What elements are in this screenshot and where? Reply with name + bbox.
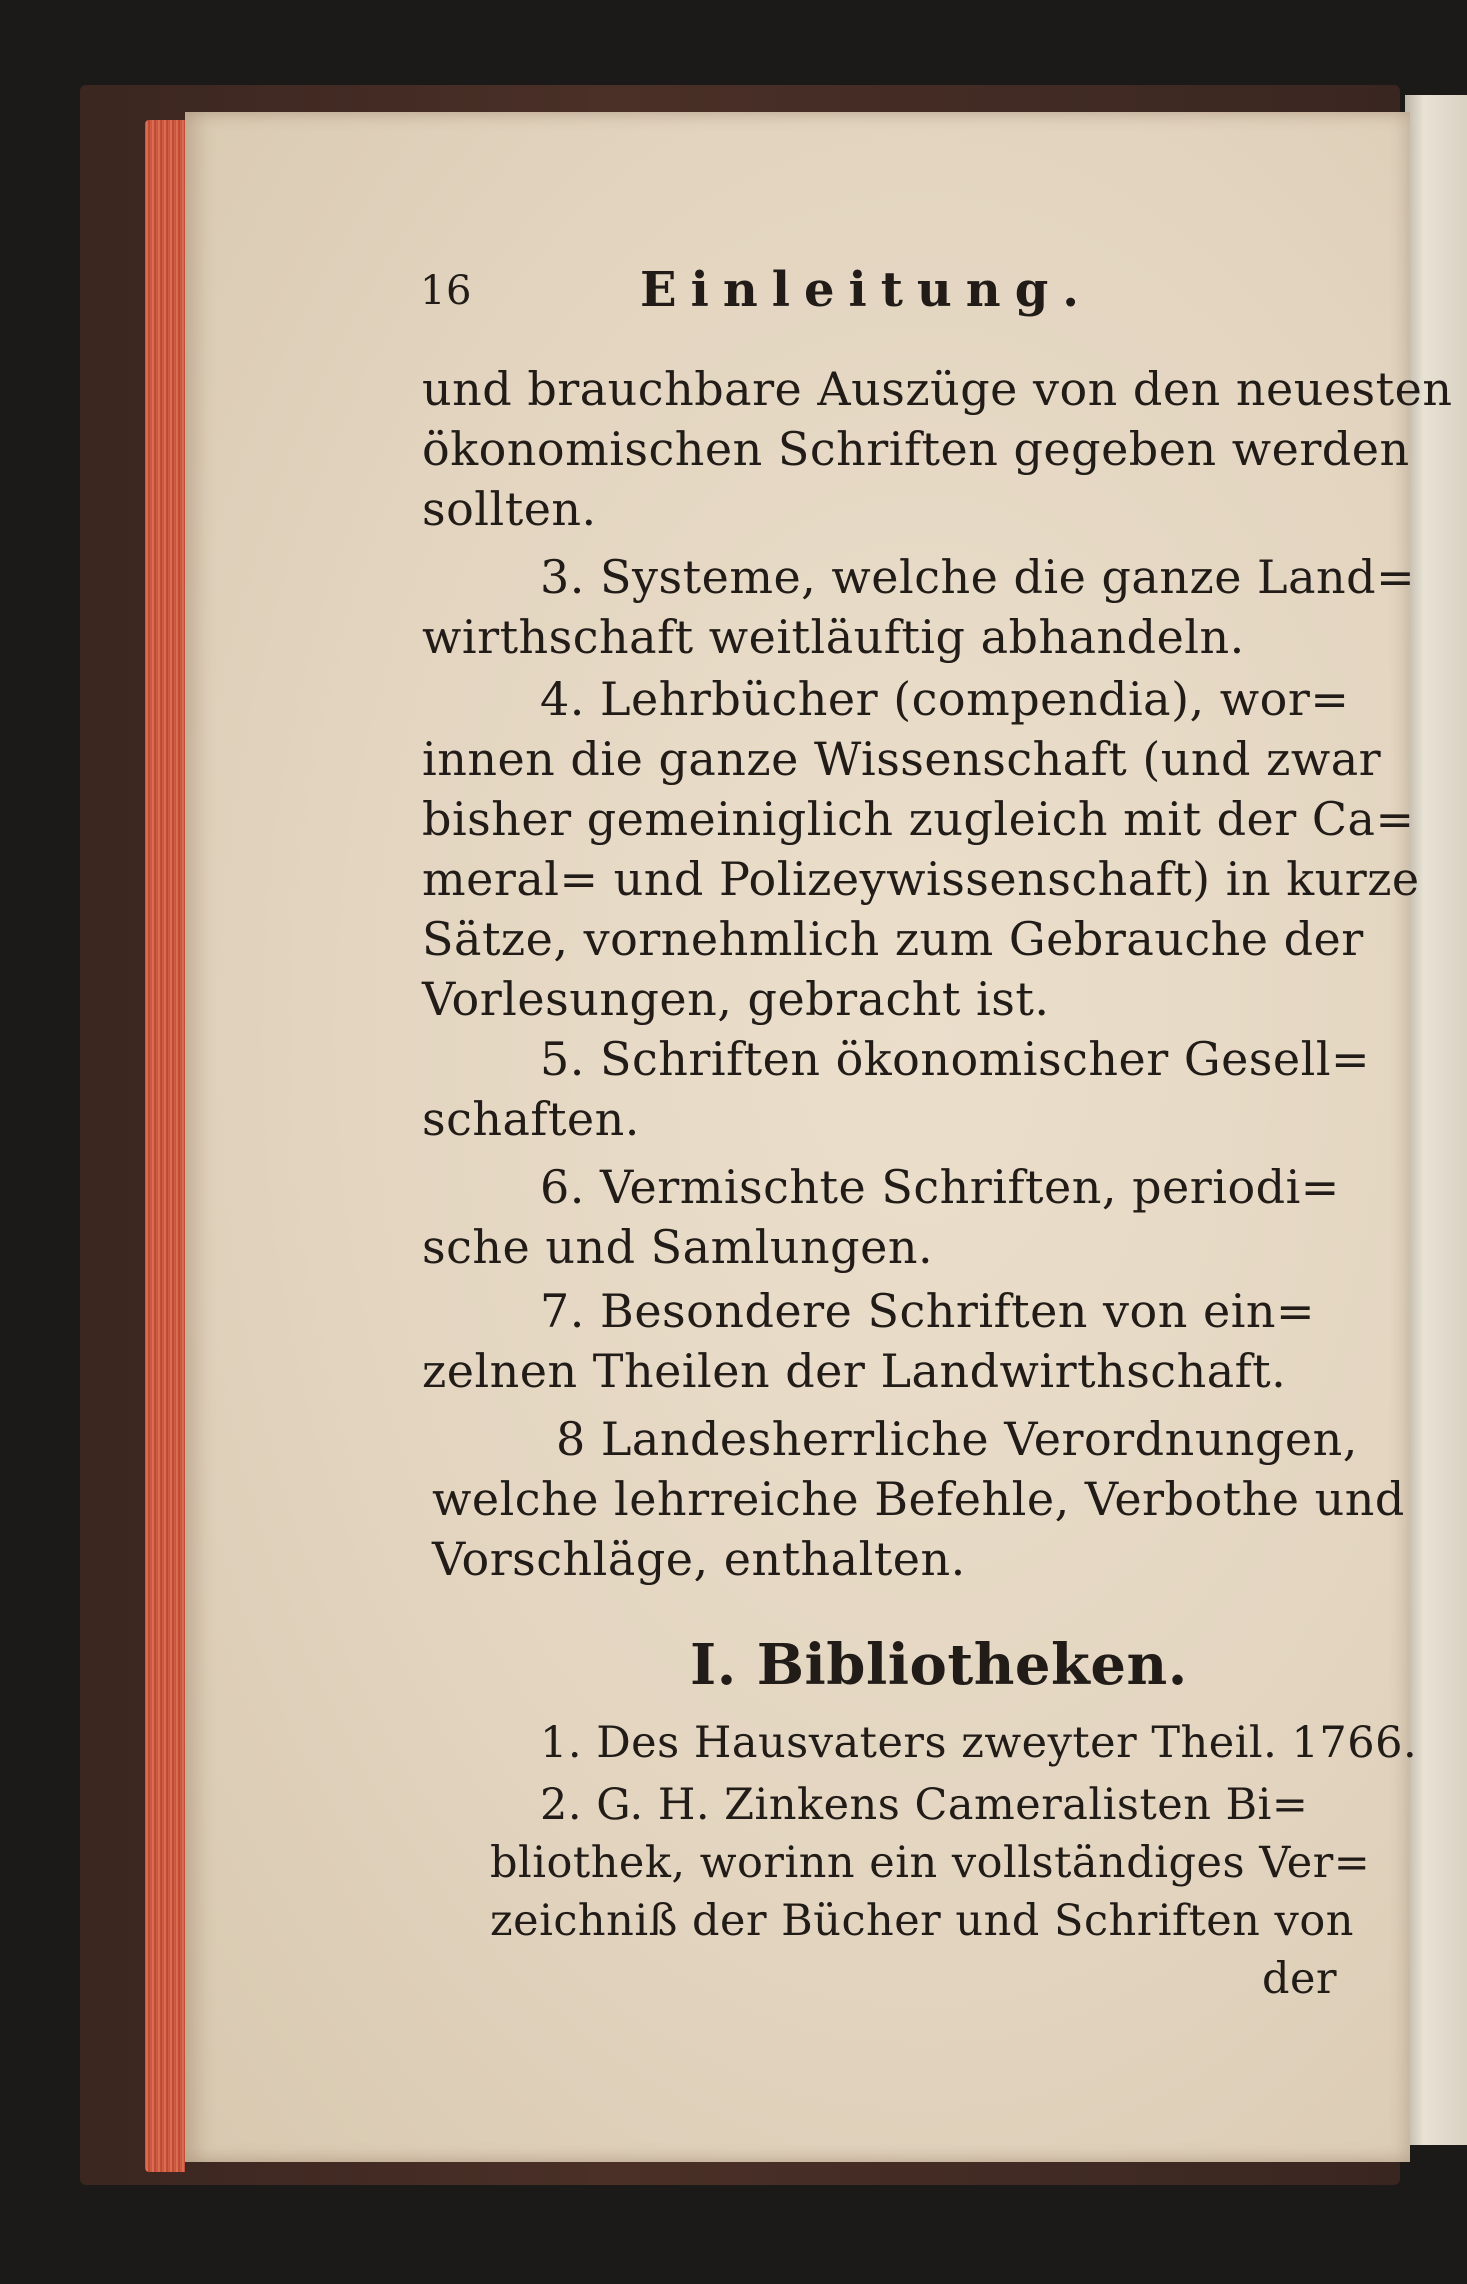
list-line: 1. Des Hausvaters zweyter Theil. 1766.: [540, 1718, 1418, 1768]
body-line: meral= und Polizeywissenschaft) in kurze: [422, 852, 1420, 906]
body-line: 7. Besondere Schriften von ein=: [540, 1284, 1316, 1338]
body-line: schaften.: [422, 1092, 640, 1146]
section-heading: I. Bibliotheken.: [690, 1632, 1188, 1698]
body-line: sche und Samlungen.: [422, 1220, 934, 1274]
body-line: ökonomischen Schriften gegeben werden: [422, 422, 1410, 476]
body-line: wirthschaft weitläuftig abhandeln.: [422, 610, 1245, 664]
body-line: Vorlesungen, gebracht ist.: [422, 972, 1050, 1026]
running-title: Einleitung.: [640, 262, 1093, 318]
body-line: und brauchbare Auszüge von den neuesten: [422, 362, 1453, 416]
body-line: 8 Landesherrliche Verordnungen,: [556, 1412, 1358, 1466]
body-line: 5. Schriften ökonomischer Gesell=: [540, 1032, 1371, 1086]
body-line: 6. Vermischte Schriften, periodi=: [540, 1160, 1340, 1214]
body-line: Sätze, vornehmlich zum Gebrauche der: [422, 912, 1364, 966]
page-edges: [145, 120, 185, 2172]
body-line: innen die ganze Wissenschaft (und zwar: [422, 732, 1382, 786]
list-line: 2. G. H. Zinkens Cameralisten Bi=: [540, 1780, 1309, 1830]
list-line: der: [1262, 1954, 1338, 2004]
body-line: 3. Systeme, welche die ganze Land=: [540, 550, 1416, 604]
list-line: bliothek, worinn ein vollständiges Ver=: [490, 1838, 1371, 1888]
body-line: 4. Lehrbücher (compendia), wor=: [540, 672, 1350, 726]
body-line: Vorschläge, enthalten.: [432, 1532, 966, 1586]
page-number: 16: [420, 268, 472, 314]
body-line: zelnen Theilen der Landwirthschaft.: [422, 1344, 1287, 1398]
body-line: bisher gemeiniglich zugleich mit der Ca=: [422, 792, 1415, 846]
body-line: welche lehrreiche Befehle, Verbothe und: [432, 1472, 1405, 1526]
body-line: sollten.: [422, 482, 597, 536]
list-line: zeichniß der Bücher und Schriften von: [490, 1896, 1354, 1946]
